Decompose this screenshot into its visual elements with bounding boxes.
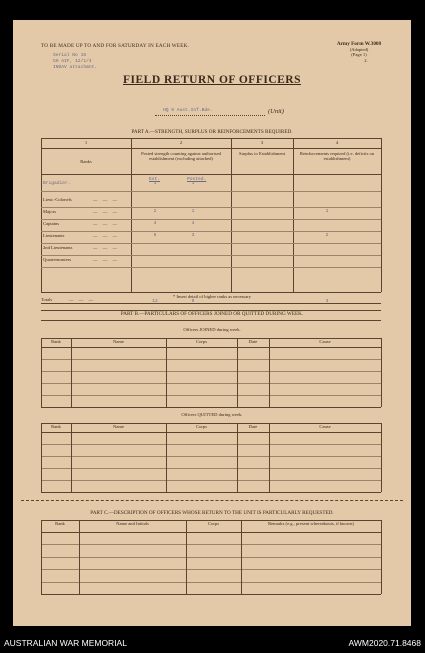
posted-value: 1 xyxy=(191,209,195,214)
footer-bar xyxy=(0,633,425,653)
form-page-number: 2. xyxy=(364,57,368,63)
form-adapted: (Adapted) xyxy=(349,47,369,52)
col-head-posted: Posted strength counting against authorised establishment (excluding attached) xyxy=(141,151,221,162)
table-rule xyxy=(381,338,382,407)
leader-dashes: — — — xyxy=(93,221,120,226)
rank-label: Brigadier. xyxy=(43,181,71,186)
column-header: Rank xyxy=(51,424,61,429)
column-header: Rank xyxy=(51,339,61,344)
quitted-heading: Officers QUITTED during week. xyxy=(181,412,243,417)
column-header: Corps xyxy=(196,339,207,344)
column-header: Cause xyxy=(319,424,331,429)
strength-row xyxy=(41,232,381,243)
table-rule xyxy=(41,423,42,492)
rank-label: Lieutenants xyxy=(43,233,65,238)
table-rule xyxy=(41,468,381,469)
est-value: 5 xyxy=(153,233,157,238)
form-page: (Page 1) xyxy=(351,52,367,58)
typed-reference-3: INDAV attachmnt. xyxy=(53,65,98,70)
col-number-2: 2 xyxy=(179,140,183,145)
totals-est: 12 xyxy=(152,299,158,304)
row-rule xyxy=(41,267,381,268)
reinf-value: 2 xyxy=(325,233,329,238)
strength-row xyxy=(41,244,381,255)
column-header: Name and Initials xyxy=(116,521,149,526)
totals-posted: 9 xyxy=(191,299,195,304)
table-rule xyxy=(269,338,270,407)
table-rule xyxy=(71,423,72,492)
table-rule xyxy=(237,338,238,407)
column-header: Name xyxy=(113,424,124,429)
table-rule xyxy=(41,432,381,433)
table-rule xyxy=(381,520,382,594)
row-rule xyxy=(41,191,381,192)
strength-table xyxy=(41,138,381,310)
column-header: Corps xyxy=(196,424,207,429)
requested-officers-table xyxy=(41,520,381,594)
footer-credit: AUSTRALIAN WAR MEMORIAL xyxy=(4,638,127,648)
joined-table xyxy=(41,338,381,406)
table-rule xyxy=(166,423,167,492)
table-rule xyxy=(237,423,238,492)
table-rule xyxy=(41,480,381,481)
col-number-1: 1 xyxy=(84,140,88,145)
table-rule xyxy=(41,594,381,595)
reinf-value: 1 xyxy=(325,209,329,214)
unit-name: HQ 9 Aust.Inf.Bde. xyxy=(163,108,213,113)
column-header: Date xyxy=(248,339,258,344)
section-separator xyxy=(21,500,403,501)
table-rule xyxy=(41,359,381,360)
table-rule xyxy=(186,520,187,594)
posted-value: 3 xyxy=(191,233,195,238)
quitted-table xyxy=(41,423,381,491)
table-rule xyxy=(41,338,42,407)
col-head-surplus: Surplus to Establishment xyxy=(239,151,285,156)
table-rule xyxy=(41,492,381,493)
leader-dashes: — — — xyxy=(93,233,120,238)
rank-label: Majors xyxy=(43,209,57,214)
table-rule xyxy=(41,444,381,445)
col-head-ranks: Ranks xyxy=(80,159,92,164)
column-header: Name xyxy=(113,339,124,344)
est-value: 1 xyxy=(153,181,157,186)
part-a-footnote: * Insert detail of higher ranks as necessary xyxy=(172,294,252,299)
table-rule xyxy=(41,383,381,384)
typed-reference-2: GH AIF, 12/1/4 xyxy=(53,59,92,64)
unit-line xyxy=(155,115,265,116)
table-rule xyxy=(166,338,167,407)
rank-label: Quartermasters xyxy=(43,257,72,262)
rank-label: Captains xyxy=(43,221,60,226)
table-rule xyxy=(41,557,381,558)
table-rule xyxy=(71,338,72,407)
rank-label: Lieut.-Colonels xyxy=(43,197,72,202)
table-rule xyxy=(41,520,42,594)
table-rule xyxy=(41,371,381,372)
table-rule xyxy=(41,407,381,408)
col-number-4: 4 xyxy=(335,140,339,145)
table-rule xyxy=(41,544,381,545)
column-header: Remarks (e.g., present whereabouts, if known) xyxy=(268,521,354,526)
part-a-heading: PART A.—STRENGTH, SURPLUS OR REINFORCEMENTS REQUIRED. xyxy=(131,129,293,135)
column-header: Date xyxy=(248,424,258,429)
table-rule xyxy=(41,582,381,583)
table-rule xyxy=(41,532,381,533)
form-number: Army Form W.3008 xyxy=(336,41,382,47)
col-head-reinforcements: Reinforcements required (i.e. deficits on establishment) xyxy=(299,151,375,162)
leader-dashes: — — — xyxy=(93,209,120,214)
est-value: 2 xyxy=(153,209,157,214)
page-title: FIELD RETURN OF OFFICERS xyxy=(122,74,302,86)
table-rule xyxy=(79,520,80,594)
part-b-heading: PART B.—PARTICULARS OF OFFICERS JOINED OR QUITTED DURING WEEK. xyxy=(120,311,304,317)
est-value: 4 xyxy=(153,221,157,226)
totals-dashes: — — — xyxy=(69,297,96,302)
leader-dashes: — — — xyxy=(93,257,120,262)
table-rule xyxy=(41,456,381,457)
posted-value: 1 xyxy=(191,181,195,186)
form-number-block xyxy=(319,41,399,63)
column-header: Rank xyxy=(55,521,65,526)
table-rule xyxy=(269,423,270,492)
sub-head-est: Est. xyxy=(149,177,161,182)
part-c-heading: PART C.—DESCRIPTION OF OFFICERS WHOSE RETURN TO THE UNIT IS PARTICULARLY REQUESTED. xyxy=(90,510,334,516)
column-header: Corps xyxy=(208,521,219,526)
document-page xyxy=(13,20,411,626)
table-rule xyxy=(381,423,382,492)
table-rule xyxy=(241,520,242,594)
typed-reference-1: Serial No 16 xyxy=(53,53,87,58)
strength-row xyxy=(41,256,381,267)
leader-dashes: — — — xyxy=(93,245,120,250)
posted-value: 4 xyxy=(191,221,195,226)
table-rule xyxy=(41,347,381,348)
table-rule xyxy=(41,569,381,570)
strength-row xyxy=(41,180,381,191)
totals-reinf: 3 xyxy=(325,299,329,304)
rank-label: 2nd Lieutenants xyxy=(43,245,73,250)
joined-heading: Officers JOINED during week. xyxy=(183,327,241,332)
table-rule xyxy=(41,395,381,396)
strength-row xyxy=(41,220,381,231)
totals-label: Totals xyxy=(41,297,53,302)
leader-dashes: — — — xyxy=(93,197,120,202)
col-number-3: 3 xyxy=(260,140,264,145)
column-header: Cause xyxy=(319,339,331,344)
unit-label: (Unit) xyxy=(268,108,284,115)
footer-accession: AWM2020.71.8468 xyxy=(348,638,421,648)
strength-row xyxy=(41,196,381,207)
strength-row xyxy=(41,208,381,219)
sub-head-posted: Posted. xyxy=(187,177,207,182)
form-instruction: TO BE MADE UP TO AND FOR SATURDAY IN EACH WEEK. xyxy=(41,43,190,49)
